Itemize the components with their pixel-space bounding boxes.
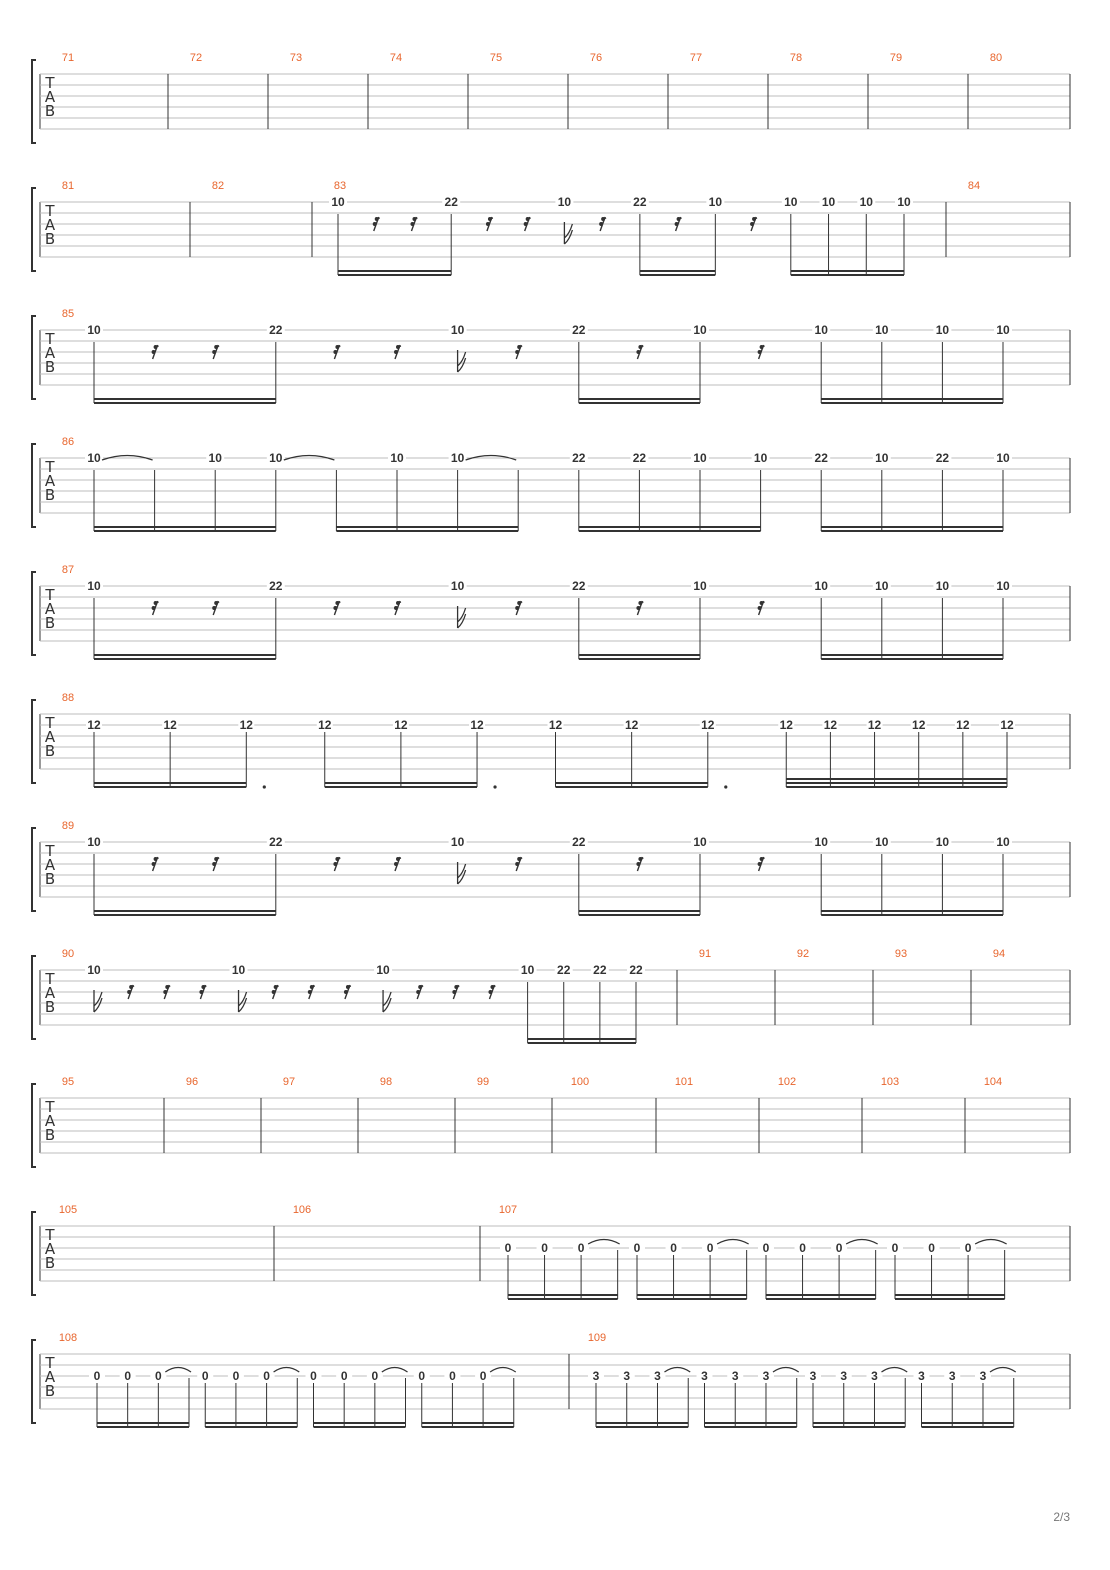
tab-clef-letter: T <box>45 330 55 348</box>
fret-number: 12 <box>867 718 882 732</box>
measure-number: 91 <box>698 948 712 960</box>
tie-arc <box>382 1368 408 1373</box>
tie-arc <box>588 1240 620 1245</box>
system-bracket <box>32 444 36 527</box>
measure-number: 101 <box>674 1076 694 1088</box>
tab-clef-letter: T <box>45 1226 55 1244</box>
measure-number: 85 <box>61 308 75 320</box>
fret-number: 10 <box>753 451 768 465</box>
tab-clef-letter: A <box>44 344 56 362</box>
tab-clef-letter: T <box>45 1098 55 1116</box>
fret-number: 12 <box>239 718 253 732</box>
tie-arc <box>664 1368 690 1373</box>
tab-clef-letter: B <box>44 1382 56 1400</box>
note-flag <box>564 222 572 244</box>
tie-arc <box>881 1368 907 1373</box>
measure-number: 98 <box>379 1076 393 1088</box>
tab-clef-letter: B <box>44 742 56 760</box>
fret-number: 10 <box>784 195 798 209</box>
fret-number: 10 <box>897 195 911 209</box>
fret-number: 12 <box>470 718 484 732</box>
tab-clef-letter: T <box>45 714 55 732</box>
fret-number: 0 <box>928 1241 935 1255</box>
tab-clef-letter: T <box>45 458 55 476</box>
fret-number: 10 <box>875 579 889 593</box>
measure-number: 75 <box>489 52 503 64</box>
fret-number: 3 <box>762 1369 770 1383</box>
fret-number: 10 <box>814 579 828 593</box>
fret-number: 0 <box>154 1369 162 1383</box>
tie-arc <box>490 1368 516 1373</box>
measure-number: 83 <box>333 180 347 192</box>
fret-number: 10 <box>935 323 950 337</box>
fret-number: 0 <box>762 1241 770 1255</box>
fret-number: 3 <box>979 1369 987 1383</box>
fret-number: 10 <box>693 451 707 465</box>
system-bracket <box>32 1084 36 1167</box>
fret-number: 22 <box>269 579 283 593</box>
fret-number: 3 <box>871 1369 878 1383</box>
fret-number: 10 <box>450 323 465 337</box>
fret-number: 10 <box>87 579 101 593</box>
system-bracket <box>32 828 36 911</box>
tab-clef-letter: T <box>45 842 55 860</box>
fret-number: 22 <box>269 835 283 849</box>
measure-number: 95 <box>61 1076 75 1088</box>
fret-number: 10 <box>708 195 723 209</box>
fret-number: 22 <box>814 451 828 465</box>
tab-clef-letter: A <box>44 1240 56 1258</box>
tie-arc <box>773 1368 799 1373</box>
fret-number: 12 <box>163 718 177 732</box>
fret-number: 0 <box>418 1369 426 1383</box>
system-bracket <box>32 188 36 271</box>
measure-number: 80 <box>989 52 1003 64</box>
fret-number: 12 <box>394 718 408 732</box>
dot-marker <box>724 785 727 788</box>
tie-arc <box>717 1240 749 1245</box>
fret-number: 10 <box>450 451 465 465</box>
fret-number: 10 <box>875 451 889 465</box>
fret-number: 10 <box>450 835 465 849</box>
dot-marker <box>263 785 266 788</box>
measure-number: 87 <box>61 564 75 576</box>
fret-number: 22 <box>935 451 950 465</box>
fret-number: 0 <box>449 1369 456 1383</box>
fret-number: 12 <box>1000 718 1014 732</box>
fret-number: 0 <box>504 1241 512 1255</box>
fret-number: 0 <box>232 1369 240 1383</box>
fret-number: 0 <box>835 1241 843 1255</box>
fret-number: 10 <box>875 323 889 337</box>
fret-number: 22 <box>572 451 586 465</box>
fret-number: 0 <box>340 1369 348 1383</box>
dot-marker <box>493 785 496 788</box>
tie-arc <box>165 1368 191 1373</box>
fret-number: 0 <box>633 1241 641 1255</box>
note-flag <box>458 350 466 372</box>
tab-clef-letter: T <box>45 1354 55 1372</box>
tie-arc <box>975 1240 1007 1245</box>
note-flag <box>458 606 466 628</box>
fret-number: 10 <box>87 323 101 337</box>
fret-number: 0 <box>263 1369 270 1383</box>
fret-number: 12 <box>701 718 715 732</box>
fret-number: 0 <box>201 1369 209 1383</box>
fret-number: 0 <box>310 1369 317 1383</box>
tab-system <box>32 436 1070 531</box>
tab-clef-letter: T <box>45 74 55 92</box>
note-flag <box>239 990 247 1012</box>
measure-number: 107 <box>498 1204 518 1216</box>
tie-arc <box>846 1240 878 1245</box>
fret-number: 10 <box>231 963 246 977</box>
tie-arc <box>274 1368 300 1373</box>
fret-number: 22 <box>572 579 586 593</box>
fret-number: 10 <box>520 963 535 977</box>
tab-clef-letter: B <box>44 1126 56 1144</box>
fret-number: 22 <box>633 195 647 209</box>
tab-clef-letter: B <box>44 870 56 888</box>
fret-number: 22 <box>629 963 643 977</box>
tab-clef-letter: B <box>44 358 56 376</box>
fret-number: 3 <box>701 1369 708 1383</box>
fret-number: 10 <box>331 195 345 209</box>
measure-number: 71 <box>61 52 75 64</box>
fret-number: 10 <box>935 835 950 849</box>
measure-number: 109 <box>587 1332 607 1344</box>
measure-number: 92 <box>796 948 810 960</box>
tab-system <box>32 1332 1070 1427</box>
tab-clef-letter: A <box>44 728 56 746</box>
tab-clef-letter: B <box>44 1254 56 1272</box>
fret-number: 0 <box>479 1369 487 1383</box>
fret-number: 10 <box>693 835 707 849</box>
fret-number: 10 <box>693 579 707 593</box>
tab-clef-letter: A <box>44 88 56 106</box>
tie-arc <box>990 1368 1016 1373</box>
fret-number: 22 <box>572 835 586 849</box>
fret-number: 10 <box>996 835 1010 849</box>
measure-number: 105 <box>58 1204 78 1216</box>
fret-number: 10 <box>376 963 390 977</box>
measure-number: 104 <box>983 1076 1003 1088</box>
fret-number: 10 <box>269 451 283 465</box>
measure-number: 72 <box>189 52 203 64</box>
fret-number: 3 <box>731 1369 739 1383</box>
fret-number: 10 <box>875 835 889 849</box>
tab-clef-letter: A <box>44 1368 56 1386</box>
system-bracket <box>32 316 36 399</box>
tab-system <box>32 1076 1070 1167</box>
measure-number: 76 <box>589 52 603 64</box>
fret-number: 22 <box>632 451 647 465</box>
fret-number: 0 <box>964 1241 972 1255</box>
measure-number: 100 <box>570 1076 590 1088</box>
fret-number: 10 <box>814 323 828 337</box>
fret-number: 10 <box>208 451 222 465</box>
fret-number: 10 <box>87 451 101 465</box>
fret-number: 22 <box>269 323 283 337</box>
fret-number: 22 <box>572 323 586 337</box>
measure-number: 102 <box>777 1076 797 1088</box>
tab-clef-letter: B <box>44 230 56 248</box>
fret-number: 12 <box>779 718 793 732</box>
fret-number: 0 <box>891 1241 899 1255</box>
fret-number: 12 <box>823 718 838 732</box>
tab-clef-letter: B <box>44 614 56 632</box>
fret-number: 3 <box>918 1369 925 1383</box>
measure-number: 108 <box>58 1332 78 1344</box>
fret-number: 10 <box>390 451 404 465</box>
fret-number: 12 <box>548 718 563 732</box>
fret-number: 10 <box>821 195 836 209</box>
fret-number: 3 <box>592 1369 600 1383</box>
fret-number: 22 <box>444 195 458 209</box>
measure-number: 97 <box>282 1076 296 1088</box>
page-number: 2/3 <box>1053 1510 1070 1524</box>
fret-number: 0 <box>799 1241 806 1255</box>
measure-number: 86 <box>61 436 75 448</box>
measure-number: 74 <box>389 52 403 64</box>
tab-clef-letter: A <box>44 472 56 490</box>
fret-number: 12 <box>624 718 639 732</box>
measure-number: 79 <box>889 52 903 64</box>
fret-number: 10 <box>996 451 1010 465</box>
tab-clef-letter: A <box>44 856 56 874</box>
fret-number: 0 <box>577 1241 585 1255</box>
tab-clef-letter: B <box>44 486 56 504</box>
system-bracket <box>32 956 36 1039</box>
tab-clef-letter: T <box>45 586 55 604</box>
fret-number: 22 <box>557 963 571 977</box>
measure-number: 94 <box>992 948 1006 960</box>
tab-system <box>32 948 1070 1043</box>
tab-clef-letter: A <box>44 1112 56 1130</box>
fret-number: 10 <box>557 195 572 209</box>
measure-number: 89 <box>61 820 75 832</box>
tab-system <box>32 820 1070 915</box>
fret-number: 10 <box>87 963 101 977</box>
fret-number: 12 <box>912 718 926 732</box>
tab-system <box>32 564 1070 659</box>
measure-number: 93 <box>894 948 908 960</box>
system-bracket <box>32 700 36 783</box>
system-bracket <box>32 572 36 655</box>
tab-clef-letter: T <box>45 970 55 988</box>
note-flag <box>383 990 391 1012</box>
tab-clef-letter: T <box>45 202 55 220</box>
fret-number: 0 <box>541 1241 548 1255</box>
fret-number: 10 <box>935 579 950 593</box>
measure-number: 99 <box>476 1076 490 1088</box>
tab-clef-letter: B <box>44 102 56 120</box>
tab-clef-letter: B <box>44 998 56 1016</box>
fret-number: 22 <box>593 963 607 977</box>
fret-number: 10 <box>693 323 707 337</box>
fret-number: 0 <box>670 1241 677 1255</box>
fret-number: 0 <box>371 1369 379 1383</box>
fret-number: 10 <box>996 323 1010 337</box>
tab-clef-letter: A <box>44 600 56 618</box>
fret-number: 3 <box>840 1369 848 1383</box>
tab-system <box>32 1204 1070 1299</box>
fret-number: 12 <box>956 718 970 732</box>
tab-clef-letter: A <box>44 216 56 234</box>
note-flag <box>458 862 466 884</box>
note-flag <box>94 990 102 1012</box>
tab-system <box>32 52 1070 143</box>
fret-number: 3 <box>623 1369 631 1383</box>
fret-number: 10 <box>859 195 873 209</box>
system-bracket <box>32 60 36 143</box>
fret-number: 10 <box>87 835 101 849</box>
fret-number: 10 <box>450 579 465 593</box>
fret-number: 0 <box>706 1241 714 1255</box>
system-bracket <box>32 1212 36 1295</box>
measure-number: 96 <box>185 1076 199 1088</box>
tab-clef-letter: A <box>44 984 56 1002</box>
fret-number: 0 <box>93 1369 101 1383</box>
system-bracket <box>32 1340 36 1423</box>
measure-number: 88 <box>61 692 75 704</box>
fret-number: 0 <box>124 1369 132 1383</box>
fret-number: 10 <box>996 579 1010 593</box>
measure-number: 82 <box>211 180 225 192</box>
measure-number: 106 <box>292 1204 312 1216</box>
fret-number: 12 <box>318 718 332 732</box>
tab-system <box>32 692 1070 789</box>
measure-number: 103 <box>880 1076 900 1088</box>
fret-number: 10 <box>814 835 828 849</box>
tab-system <box>32 180 1070 275</box>
fret-number: 3 <box>809 1369 817 1383</box>
measure-number: 78 <box>789 52 803 64</box>
measure-number: 84 <box>967 180 981 192</box>
tab-system <box>32 308 1070 403</box>
measure-number: 77 <box>689 52 703 64</box>
fret-number: 3 <box>948 1369 956 1383</box>
fret-number: 12 <box>87 718 101 732</box>
measure-number: 81 <box>61 180 75 192</box>
measure-number: 90 <box>61 948 75 960</box>
measure-number: 73 <box>289 52 303 64</box>
fret-number: 3 <box>654 1369 661 1383</box>
